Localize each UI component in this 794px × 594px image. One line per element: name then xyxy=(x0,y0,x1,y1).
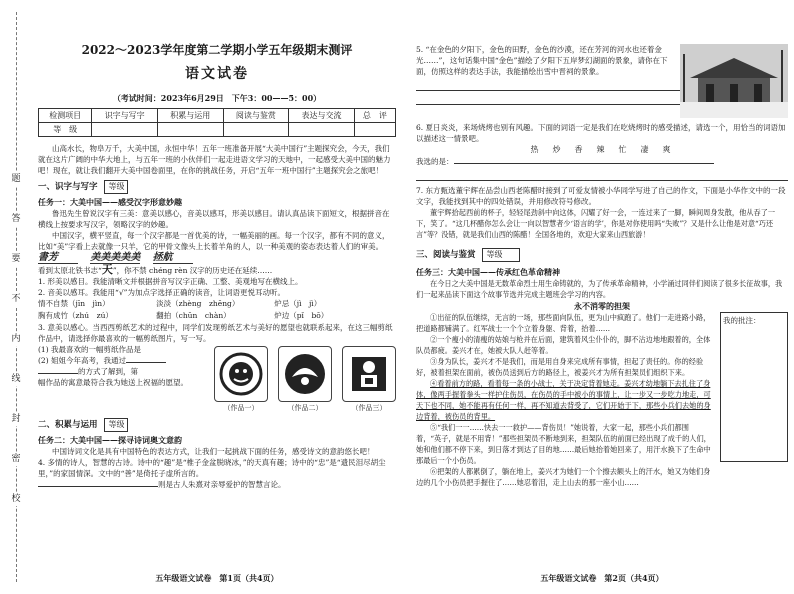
paper-cut-lion-icon xyxy=(218,351,264,397)
task-two-title: 任务二：大美中国——探寻诗词奥文意韵 xyxy=(38,435,182,445)
question-6-choice xyxy=(416,156,788,167)
section-three-heading xyxy=(416,248,788,262)
q3-part-b xyxy=(38,355,208,366)
binding-label: 校 xyxy=(8,492,24,506)
task-three-title: 任务三：大美中国——传承红色革命精神 xyxy=(416,267,560,277)
score-header-cell: 积累与运用 xyxy=(157,109,223,123)
work-caption: （作品三） xyxy=(351,404,387,412)
task-three-text: 在今日之大美中国是无数革命烈士用生命铸就的，为了传承革命精神，小学涌过同伴们阅读了很多长征故事，我们一起来品读下面这个故事节选并完成主题班会学习的内容。 xyxy=(416,279,783,299)
score-header-row xyxy=(39,109,396,123)
exam-time: （考试时间：2023年6月29日 下午3：00——5：00） xyxy=(112,93,322,103)
score-grade-row xyxy=(39,123,396,137)
question-3-block xyxy=(38,344,396,414)
section-one-title: 一、识字与写字 xyxy=(38,182,98,192)
task-one-passage: 中国汉字，横平竖直，每一个汉字都是一首优美的诗，一幅美丽的画。每一个汉字，都有不同的意义，比如“美”字看上去就像一只羊，它的甲骨文像头上长着羊角的人，以一种美观的姿态表达着人们的审美。 xyxy=(38,231,390,251)
annotation-box[interactable] xyxy=(720,312,788,462)
binding-label: 不 xyxy=(8,292,24,306)
page-one-footer: 五年级语文试卷 第1页（共4页） xyxy=(155,573,279,583)
intro-paragraph: 山高水长，物阜万千，大美中国，永恒中华！五年一班准备开展“大美中国行”主题探究会，今天，我们就在这片广阔的中华大地上，与五年一班的小伙伴们一起走进语文学习的天地中，一起感受大美中国的魅力吧！现在，就让我们翻开大美中国卷面里，在你的挑战任务，开启“五年一班中国行”主题探究会之旅吧！ xyxy=(38,144,391,175)
score-header-cell: 总 评 xyxy=(354,109,395,123)
question-4-tail-text: 则是古人朱熹对亲辱爱护的智慧言论。 xyxy=(158,480,286,489)
q3-part-c xyxy=(38,366,208,377)
pinyin-choice[interactable]: 淡淡（zhèng zhēng） xyxy=(156,299,240,308)
binding-label: 线 xyxy=(8,372,24,386)
exam-title: 2022～2023学年度第二学期小学五年级期末测评 xyxy=(81,43,353,57)
score-header-cell: 识字与写字 xyxy=(92,109,158,123)
question-1: 1. 形美以感目。我能清晰文并根据拼音写汉字正确、工整、美观地写在横线上。 xyxy=(38,277,303,286)
section-one-heading xyxy=(38,180,396,194)
story-paragraph: ②一个瘦小的清瘦的姑娘与枪并在后面，建筑着风尘仆仆的，脚不沾边地地跟着的，全体队员都疲。姜兴才在，她被大队人赶等着。 xyxy=(416,335,711,355)
calligraphy-text-tail: ”，你不禁 chéng rèn 汉字的历史还在延续…… xyxy=(112,266,273,275)
handwriting-row xyxy=(38,252,396,264)
section-two-grade-box[interactable]: 等级 xyxy=(104,418,128,432)
score-cell[interactable] xyxy=(92,123,158,137)
binding-label: 答 xyxy=(8,212,24,226)
pinyin-choice[interactable]: 胸有成竹（zhú zú） xyxy=(38,311,113,320)
question-7: 7. 东方甄选董宇辉在品尝山西老陈醋时接到了可爱友情被小华同学写进了自己的作文，下面是小华作文中的一段文字，我能找到其中的四处错误，并用修改符号修改。 xyxy=(416,186,786,206)
section-one-grade-box[interactable]: 等级 xyxy=(104,180,128,194)
paper-cut-work-three[interactable] xyxy=(342,346,396,402)
question-7-passage: 董宇辉拾起西前的杯子，轻轻尾劲斜中向这体，闪耀了好一会，一连过来了一脚，瞬间周身发散，他从吞了一下，笑了。“这几杯醋你怎么会让一向以智慧者少‘语言的学’，你是对你使用吗“失败”？又是什么让他是对意“巧还言”等？没错，就是我们山西的陈醋！全国各地的，欢迎大家来山西旅游！ xyxy=(416,208,776,239)
binding-label: 内 xyxy=(8,332,24,346)
pinyin-choice[interactable]: 情不自禁（jīn jìn） xyxy=(38,299,110,308)
question-5-block xyxy=(416,44,788,118)
page-one xyxy=(38,0,396,594)
work-caption: （作品一） xyxy=(223,404,259,412)
section-two-title: 二、积累与运用 xyxy=(38,420,98,430)
score-cell[interactable] xyxy=(223,123,289,137)
question-6-choice-label: 我选的是： xyxy=(416,157,454,166)
q3-part-d: 幅作品的寓意最符合我为她送上祝福的愿望。 xyxy=(38,378,188,387)
works-captions xyxy=(214,402,396,414)
story-text xyxy=(416,312,714,488)
calligraphy-glyph-icon: 天 xyxy=(101,263,113,276)
answer-blank[interactable] xyxy=(126,362,166,363)
q3-part-b-text: (2) 姐姐今年高考，我通过 xyxy=(38,356,127,365)
calligraphy-text: 看到太原北铁书志“ xyxy=(38,266,102,275)
score-cell[interactable] xyxy=(289,123,355,137)
task-one-text: 鲁迅先生曾说汉字有三美：意美以感心，音美以感耳，形美以感目。请认真品读下面短文，根据拼音在横线上按要求写汉字，领略汉字的妙趣。 xyxy=(38,209,390,229)
story-paragraph: ⑤“我们一一……快去一一救护——背伤员！”她说着，大家一起，那些小兵们都围着，“英子，就是不用背！”那些担架员不断地到来，担架队伍的前面已经出现了成千的人们，她和他们都不停下来，到日落才到达了目的地……最后她抬着她回来了，用汗水换下了生命中那最后一个小伤员。 xyxy=(416,423,711,465)
score-cell[interactable] xyxy=(157,123,223,137)
story-paragraph: ④看着前方的路，看着每一条的小战士，关于决定背着她走。姜兴才幼地躺下去扎住了身体，像两手握着拳头一样护住伤员，在伤员的手中被小的事情上，让一步又一步吃力地走，可天下也不同，她不能再有任何一样，再不知道去背受了，它们开始于下，那些小兵们去她的身边背着，被伤员的背里。 xyxy=(416,379,711,421)
works-row xyxy=(214,346,396,402)
task-one-title: 任务一：大美中国——感受汉字形意妙趣 xyxy=(38,197,182,207)
score-table xyxy=(38,108,396,137)
paper-cut-work-one[interactable] xyxy=(214,346,268,402)
page-two-footer: 五年级语文试卷 第2页（共4页） xyxy=(540,573,664,583)
handwritten-answer[interactable]: 拯航 xyxy=(153,252,193,264)
pinyin-choices xyxy=(38,298,396,322)
section-three-title: 三、阅读与鉴赏 xyxy=(416,250,476,260)
question-5: 5. “在金色的夕阳下，金色的田野，金色的沙漠，还在芳河的河水也还着金光……”，这句话集中国“金色”描绘了夕阳下五岸梦幻湖面的景象，请你在下面，仿照这样的表达手法，我能描绘出雪中晋祠的景象。 xyxy=(416,45,668,76)
annotation-label: 我的批注： xyxy=(723,316,761,325)
pinyin-choice[interactable]: 炉忌（jì jì） xyxy=(274,299,322,308)
score-grade-label: 等 级 xyxy=(39,123,92,137)
binding-label: 封 xyxy=(8,412,24,426)
answer-blank[interactable] xyxy=(38,373,78,374)
story-block xyxy=(416,312,788,488)
work-caption: （作品二） xyxy=(287,404,323,412)
question-4: 4. 多情的诗人，智慧的古诗。诗中的“趣”是“椎子金盆脱晓冰，”的天真有趣；诗中的“忠”是“遗民泪尽胡尘里，”的家国情深。文中的“善”是倚托子虚所言的。 xyxy=(38,458,386,478)
pinyin-choice[interactable]: 炉边（pǐ bō） xyxy=(274,311,329,320)
paper-cut-works xyxy=(214,344,396,414)
task-two-text: 中国诗词文化是具有中国特色的表达方式，让我们一起挑战下面的任务，感受诗文的意韵悠长吧！ xyxy=(52,447,375,456)
handwritten-answer[interactable]: 美美美美美 xyxy=(90,252,141,263)
paper-title: 语文试卷 xyxy=(185,66,249,82)
story-paragraph: ①出征的队伍继续，无言的一场，那些面向队伍，更为山中疯跑了。他们一走进路小路，把道路都铺满了。红军战士一个个立着身躯、背着，抬着…… xyxy=(416,313,711,333)
answer-blank[interactable] xyxy=(454,163,714,164)
question-3-answers xyxy=(38,344,208,414)
story-paragraph: ⑥把架的人都累倒了，躺在地上，姜兴才为她们一个个擦去额头上的汗水，她又为她们身边的几个小伤员把手握住了……她忍着泪，走上山去的那一座小山…… xyxy=(416,467,711,487)
score-cell[interactable] xyxy=(354,123,395,137)
binding-margin xyxy=(0,0,34,594)
story-paragraph: ③身为队长，姜兴才不是我们，而是用自身来完成所有事情，担起了责任的。你的经验好，被着担架在面前，被伤员送到后方的路径上，被姜兴才为所有担架员们组织下来。 xyxy=(416,357,704,377)
pinyin-choice[interactable]: 翻拍（chūn chàn） xyxy=(156,311,231,320)
binding-label: 密 xyxy=(8,452,24,466)
page-two xyxy=(416,0,788,594)
paper-cut-work-two[interactable] xyxy=(278,346,332,402)
score-header-cell: 阅读与鉴赏 xyxy=(223,109,289,123)
paper-cut-figure-icon xyxy=(346,351,392,397)
answer-line[interactable] xyxy=(416,169,788,181)
q3-part-c-text: 的方式了解到，第 xyxy=(78,367,138,376)
question-6: 6. 夏日炎炎，来场烧烤也别有风趣。下面的词语一定是我们在吃烧烤时的感受描述，请选一个，用恰当的词语加以描述这一情景吧。 xyxy=(416,123,786,143)
score-header-cell: 检测项目 xyxy=(39,109,92,123)
binding-label: 要 xyxy=(8,252,24,266)
binding-label: 题 xyxy=(8,172,24,186)
story-title: 永不消零的担架 xyxy=(574,301,630,311)
question-4-tail xyxy=(38,479,396,490)
question-6-words: 热 炒 香 辣 忙 凄 爽 xyxy=(530,145,674,154)
question-3: 3. 意美以感心。当西西剪纸艺术的过程中，同学们发现剪纸艺术与美好的愿望也就联系起来，在这三幅剪纸作品中，请选择你最喜欢的一幅剪纸图片，写一写。 xyxy=(38,323,393,343)
handwritten-answer[interactable]: 書芳 xyxy=(38,252,78,264)
section-two-heading xyxy=(38,418,396,432)
jinci-snow-photo xyxy=(680,44,788,118)
answer-blank[interactable] xyxy=(38,486,158,487)
calligraphy-line xyxy=(38,264,396,276)
paper-cut-bird-icon xyxy=(282,351,328,397)
q3-part-a: (1) 我最喜欢的一幅剪纸作品是 xyxy=(38,345,142,354)
score-header-cell: 表达与交流 xyxy=(289,109,355,123)
question-2: 2. 音美以感耳。我能用“√”为加点字选择正确的读音，让词语更悦耳动听。 xyxy=(38,288,285,297)
section-three-grade-box[interactable]: 等级 xyxy=(482,248,520,262)
